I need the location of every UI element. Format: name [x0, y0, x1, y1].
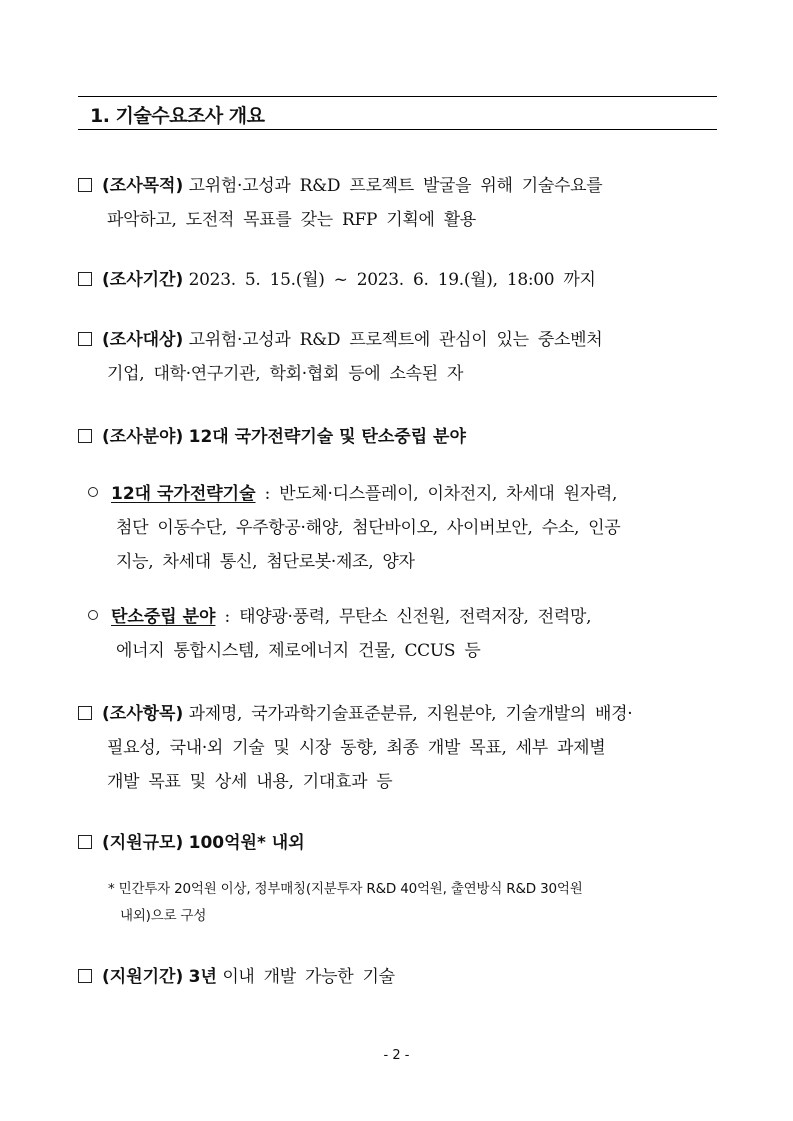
item-label: (조사분야)	[102, 427, 184, 447]
subitem-text-line3: 지능, 차세대 통신, 첨단로봇·제조, 양자	[116, 552, 415, 572]
subitem-label: 탄소중립 분야	[111, 607, 216, 627]
item-period	[78, 263, 718, 297]
circle-bullet-icon	[88, 610, 98, 620]
item-bold-text: 3년	[188, 967, 217, 987]
item-text-line2: 파악하고, 도전적 목표를 갖는 RFP 기획에 활용	[107, 210, 476, 230]
item-label: (조사항목)	[102, 704, 184, 724]
item-bold-text: 12대 국가전략기술 및 탄소중립 분야	[188, 427, 466, 447]
subitem-text-line1: 태양광·풍력, 무탄소 신전원, 전력저장, 전력망,	[239, 607, 592, 627]
subitem-text-line2: 첨단 이동수단, 우주항공·해양, 첨단바이오, 사이버보안, 수소, 인공	[116, 518, 621, 538]
subitem-text-line2: 에너지 통합시스템, 제로에너지 건물, CCUS 등	[116, 641, 481, 661]
item-label: (조사목적)	[102, 176, 184, 196]
item-text-line1: 고위험·고성과 R&D 프로젝트에 관심이 있는 중소벤처	[188, 330, 603, 350]
checkbox-square-icon	[78, 969, 92, 983]
item-label: (조사대상)	[102, 330, 184, 350]
checkbox-square-icon	[78, 178, 92, 192]
item-target	[78, 323, 718, 391]
checkbox-square-icon	[78, 706, 92, 720]
item-duration	[78, 960, 718, 994]
item-text-line2: 필요성, 국내·외 기술 및 시장 동향, 최종 개발 목표, 세부 과제별	[107, 738, 606, 758]
item-contents	[78, 697, 718, 799]
footnote	[108, 876, 720, 930]
item-bold-text: 100억원* 내외	[188, 833, 305, 853]
checkbox-square-icon	[78, 429, 92, 443]
item-text-line1: 2023. 5. 15.(월) ~ 2023. 6. 19.(월), 18:00 까지	[188, 270, 596, 290]
subitem-sep: :	[215, 607, 240, 627]
page-number: - 2 -	[383, 1048, 410, 1063]
subitem-label: 12대 국가전략기술	[111, 484, 256, 504]
subitem-carbon-neutral	[88, 600, 718, 668]
item-text-line1: 고위험·고성과 R&D 프로젝트 발굴을 위해 기술수요를	[188, 176, 603, 196]
item-purpose	[78, 169, 718, 237]
item-label: (지원규모)	[102, 833, 184, 853]
item-text-line1: 과제명, 국가과학기술표준분류, 지원분야, 기술개발의 배경·	[188, 704, 633, 724]
item-field	[78, 420, 718, 454]
subitem-text-line1: 반도체·디스플레이, 이차전지, 차세대 원자력,	[279, 484, 618, 504]
item-text-line1: 이내 개발 가능한 기술	[222, 967, 395, 987]
section-title-box	[78, 96, 717, 130]
checkbox-square-icon	[78, 835, 92, 849]
footnote-line1: * 민간투자 20억원 이상, 정부매칭(지분투자 R&D 40억원, 출연방식 R&D 30억원	[108, 881, 583, 897]
subitem-sep: :	[255, 484, 280, 504]
item-scale	[78, 826, 718, 860]
item-label: (지원기간)	[102, 967, 184, 987]
checkbox-square-icon	[78, 332, 92, 346]
item-text-line3: 개발 목표 및 상세 내용, 기대효과 등	[107, 772, 393, 792]
item-text-line2: 기업, 대학·연구기관, 학회·협회 등에 소속된 자	[107, 364, 464, 384]
subitem-strategic-tech	[88, 477, 718, 579]
section-title: 1. 기술수요조사 개요	[90, 105, 265, 127]
checkbox-square-icon	[78, 272, 92, 286]
footnote-line2: 내외)으로 구성	[120, 908, 207, 924]
circle-bullet-icon	[88, 487, 98, 497]
item-label: (조사기간)	[102, 270, 184, 290]
